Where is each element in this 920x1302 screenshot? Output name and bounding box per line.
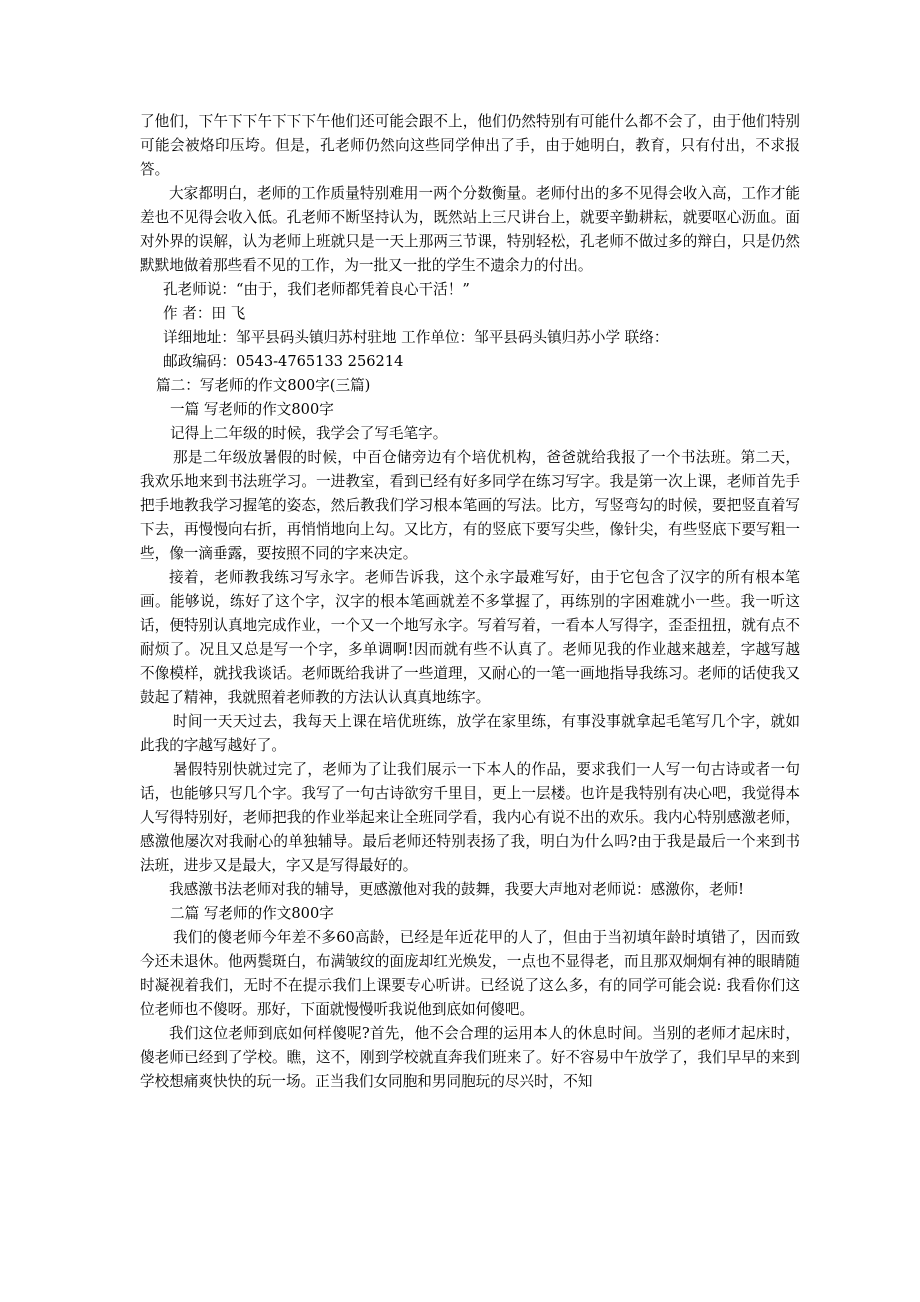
author-line: 作 者：田 飞 xyxy=(163,305,246,322)
quote-line: 孔老师说：“由于，我们老师都凭着良心干活！” xyxy=(163,281,470,298)
essay-one-opening: 记得上二年级的时候，我学会了写毛笔字。 xyxy=(170,425,448,442)
section-heading: 篇二：写老师的作文800字(三篇) xyxy=(156,377,371,394)
paragraph-exhibition: 暑假特别快就过完了，老师为了让我们展示一下本人的作品，要求我们一人写一句古诗或者一句话，也能够只写几个字。我写了一句古诗欲穷千里目，更上一层楼。也许是我特别有决心吧，我觉得本人写得特别好，老师把我的作业举起来让全班同学看，我内心有说不出的欢乐。我内心特别感激老师，感激他屡次对我耐心的单独辅导。最后老师还特别表扬了我，明白为什么吗?由于我是最后一个来到书法班，进步又是最大，字又是写得最好的。 xyxy=(140,761,800,874)
address-line: 详细地址：邹平县码头镇归苏村驻地 工作单位：邹平县码头镇归苏小学 联络： xyxy=(163,329,669,346)
paragraph-work-quality: 大家都明白，老师的工作质量特别难用一两个分数衡量。老师付出的多不见得会收入高，工作才能差也不见得会收入低。孔老师不断坚持认为，既然站上三尺讲台上，就要辛勤耕耘，就要呕心沥血。面对外界的误解，认为老师上班就只是一天上那两三节课，特别轻松，孔老师不做过多的辩白，只是仍然默默地做着那些看不见的工作，为一批又一批的学生不遗余力的付出。 xyxy=(140,185,800,274)
essay-two-heading: 二篇 写老师的作文800字 xyxy=(170,905,334,922)
paragraph-silly-teacher: 我们的傻老师今年差不多60高龄，已经是年近花甲的人了，但由于当初填年龄时填错了，因而致今还未退休。他两鬓斑白，布满皱纹的面庞却红光焕发，一点也不显得老，而且那双炯炯有神的眼睛随时凝视着我们，无时不在提示我们上课要专心听讲。已经说了这么多，有的同学可能会说: 我看你们这位老师也不傻呀。那好，下面就慢慢听我说他到底如何傻吧。 xyxy=(140,929,800,1018)
paragraph-daily-practice: 时间一天天过去，我每天上课在培优班练，放学在家里练，有事没事就拿起毛笔写几个字，就如此我的字越写越好了。 xyxy=(140,713,800,754)
paragraph-how-silly: 我们这位老师到底如何样傻呢?首先，他不会合理的运用本人的休息时间。当别的老师才起床时，傻老师已经到了学校。瞧，这不，刚到学校就直奔我们班来了。好不容易中午放学了，我们早早的来到学校想痛爽快快的玩一场。正当我们女同胞和男同胞玩的尽兴时，不知 xyxy=(140,1025,800,1090)
paragraph-yong-character: 接着，老师教我练习写永字。老师告诉我，这个永字最难写好，由于它包含了汉字的所有根本笔画。能够说，练好了这个字，汉字的根本笔画就差不多掌握了，再练别的字困难就小一些。我一听这话，便特别认真地完成作业，一个又一个地写永字。写着写着，一看本人写得字，歪歪扭扭，就有点不耐烦了。况且又总是写一个字，多单调啊!因而就有些不认真了。老师见我的作业越来越差，字越写越不像模样，就找我谈话。老师既给我讲了一些道理，又耐心的一笔一画地指导我练习。老师的话使我又鼓起了精神，我就照着老师教的方法认认真真地练字。 xyxy=(140,569,800,706)
essay-one-heading: 一篇 写老师的作文800字 xyxy=(170,401,334,418)
document-page xyxy=(140,110,800,1094)
paragraph-gratitude: 我感激书法老师对我的辅导，更感激他对我的鼓舞，我要大声地对老师说：感激你，老师! xyxy=(169,881,745,898)
postcode-line: 邮政编码：0543-4765133 256214 xyxy=(163,353,404,370)
paragraph-summer-class: 那是二年级放暑假的时候，中百仓储旁边有个培优机构，爸爸就给我报了一个书法班。第二天，我欢乐地来到书法班学习。一进教室，看到已经有好多同学在练习写字。我是第一次上课，老师首先手把手地教我学习握笔的姿态，然后教我们学习根本笔画的写法。比方，写竖弯勾的时候，要把竖直着写下去，再慢慢向右折，再悄悄地向上勾。又比方，有的竖底下要写尖些，像针尖，有些竖底下要写粗一些，像一滴垂露，要按照不同的字来决定。 xyxy=(140,449,800,562)
paragraph-continuation: 了他们，下午下下午下下下午他们还可能会跟不上，他们仍然特别有可能什么都不会了，由于他们特别可能会被烙印压垮。但是，孔老师仍然向这些同学伸出了手，由于她明白，教育，只有付出，不求报答。 xyxy=(140,113,800,178)
